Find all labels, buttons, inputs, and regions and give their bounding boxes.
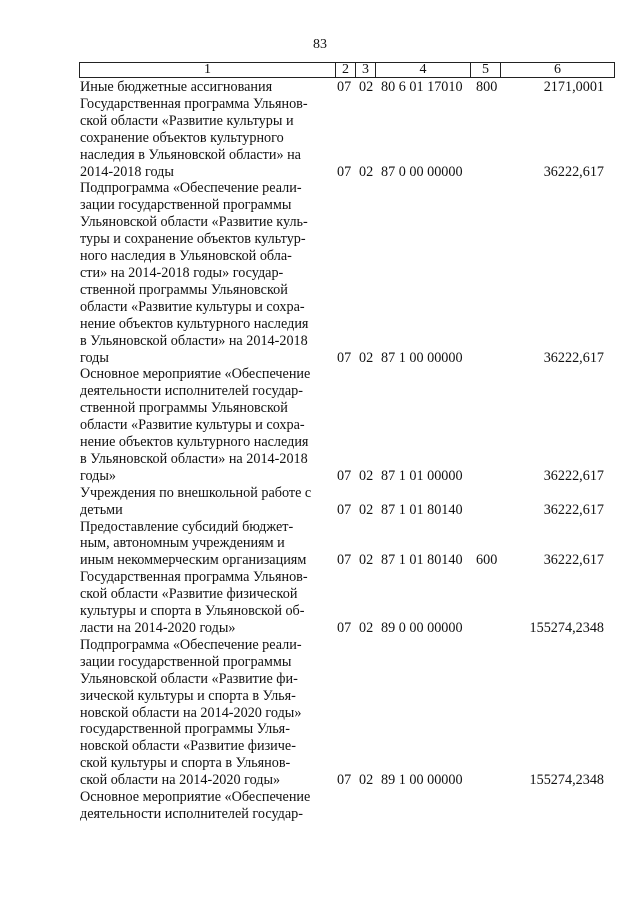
row-name-line: годы — [80, 349, 109, 366]
row-name-line: новской области «Развитие физиче- — [80, 738, 296, 755]
budget-row — [0, 485, 640, 519]
row-name-line: новской области на 2014-2020 годы» — [80, 704, 302, 721]
target-article-code: 80 6 01 17010 — [381, 79, 463, 95]
row-name-line: зации государственной программы — [80, 197, 292, 214]
row-name-line: ласти на 2014-2020 годы» — [80, 620, 236, 636]
budget-row — [0, 789, 640, 823]
subsection-code: 02 — [359, 163, 374, 180]
target-article-code: 87 1 01 80140 — [381, 552, 463, 569]
row-name-line: государственной программы Улья- — [80, 721, 290, 738]
row-name-line: ного наследия в Ульяновской обла- — [80, 248, 292, 265]
column-number-4: 4 — [376, 63, 471, 78]
row-name-line: зации государственной программы — [80, 653, 292, 670]
row-name-line: Предоставление субсидий бюджет- — [80, 518, 294, 535]
subsection-code: 02 — [359, 501, 374, 518]
row-name-line: Подпрограмма «Обеспечение реали- — [80, 180, 302, 197]
row-name-line: наследия в Ульяновской области» на — [80, 146, 301, 163]
amount-value: 36222,617 — [543, 501, 604, 518]
row-name-line: ской области на 2014-2020 годы» — [80, 772, 281, 789]
column-number-3: 3 — [356, 63, 376, 78]
row-name-line: деятельности исполнителей государ- — [80, 383, 303, 400]
row-name-line: ской области «Развитие физической — [80, 586, 298, 603]
column-number-row — [80, 63, 615, 78]
column-header-table — [79, 62, 615, 78]
target-article-code: 87 1 01 80140 — [381, 501, 463, 518]
budget-row — [0, 96, 640, 181]
row-name-line: сохранение объектов культурного — [80, 129, 284, 146]
amount-value: 2171,0001 — [543, 79, 604, 95]
row-name-line: детьми — [80, 501, 123, 518]
row-name-line: сти» на 2014-2018 годы» государ- — [80, 264, 284, 281]
row-name-line: ской культуры и спорта в Ульянов- — [80, 755, 291, 772]
expense-type-code: 800 — [476, 79, 498, 95]
column-number-5: 5 — [471, 63, 501, 78]
row-name-line: Основное мероприятие «Обеспечение — [80, 789, 311, 806]
row-name-line: ской области «Развитие культуры и — [80, 112, 294, 129]
budget-row — [0, 519, 640, 570]
row-name-line: Государственная программа Ульянов- — [80, 569, 308, 586]
amount-value: 36222,617 — [543, 467, 604, 484]
row-name-line: Основное мероприятие «Обеспечение — [80, 366, 311, 383]
section-code: 07 — [337, 79, 352, 95]
row-name-line: Учреждения по внешкольной работе с — [80, 484, 312, 501]
row-name-line: зической культуры и спорта в Улья- — [80, 687, 296, 704]
subsection-code: 02 — [359, 79, 374, 95]
target-article-code: 89 0 00 00000 — [381, 620, 463, 636]
amount-value: 36222,617 — [543, 163, 604, 180]
row-name-line: Подпрограмма «Обеспечение реали- — [80, 636, 302, 653]
row-name-line: в Ульяновской области» на 2014-2018 — [80, 332, 308, 349]
subsection-code: 02 — [359, 552, 374, 569]
budget-row — [0, 79, 640, 96]
row-name — [80, 366, 332, 484]
section-code: 07 — [337, 772, 352, 789]
row-name-line: области «Развитие культуры и сохра- — [80, 417, 305, 434]
row-name — [80, 789, 332, 823]
row-name — [80, 79, 332, 96]
row-name-line: ным, автономным учреждениям и — [80, 535, 285, 552]
row-name — [80, 569, 332, 637]
row-name-line: нение объектов культурного наследия — [80, 434, 309, 451]
row-name — [80, 519, 332, 570]
subsection-code: 02 — [359, 772, 374, 789]
row-name-line: Государственная программа Ульянов- — [80, 95, 308, 112]
subsection-code: 02 — [359, 349, 374, 366]
section-code: 07 — [337, 552, 352, 569]
row-name-line: ственной программы Ульяновской — [80, 281, 288, 298]
row-name-line: Иные бюджетные ассигнования — [80, 79, 273, 95]
target-article-code: 87 1 00 00000 — [381, 349, 463, 366]
column-number-1: 1 — [80, 63, 336, 78]
row-name-line: ственной программы Ульяновской — [80, 400, 288, 417]
target-article-code: 87 0 00 00000 — [381, 163, 463, 180]
budget-row — [0, 569, 640, 637]
row-name-line: в Ульяновской области» на 2014-2018 — [80, 450, 308, 467]
section-code: 07 — [337, 620, 352, 636]
row-name-line: Ульяновской области «Развитие фи- — [80, 670, 298, 687]
row-name-line: туры и сохранение объектов культур- — [80, 231, 306, 248]
row-name — [80, 180, 332, 366]
row-name-line: культуры и спорта в Ульяновской об- — [80, 603, 305, 620]
section-code: 07 — [337, 467, 352, 484]
amount-value: 155274,2348 — [529, 772, 604, 789]
row-name-line: годы» — [80, 467, 116, 484]
row-name-line: иным некоммерческим организациям — [80, 552, 307, 569]
budget-rows — [0, 79, 640, 823]
row-name — [80, 485, 332, 519]
budget-row — [0, 180, 640, 366]
budget-row — [0, 366, 640, 484]
amount-value: 155274,2348 — [529, 620, 604, 636]
page-number: 83 — [313, 37, 327, 52]
column-number-6: 6 — [501, 63, 615, 78]
column-number-2: 2 — [336, 63, 356, 78]
budget-row — [0, 637, 640, 789]
section-code: 07 — [337, 501, 352, 518]
subsection-code: 02 — [359, 620, 374, 636]
row-name-line: деятельности исполнителей государ- — [80, 805, 303, 822]
amount-value: 36222,617 — [543, 349, 604, 366]
row-name-line: нение объектов культурного наследия — [80, 315, 309, 332]
section-code: 07 — [337, 163, 352, 180]
amount-value: 36222,617 — [543, 552, 604, 569]
row-name-line: Ульяновской области «Развитие куль- — [80, 214, 308, 231]
section-code: 07 — [337, 349, 352, 366]
row-name-line: области «Развитие культуры и сохра- — [80, 298, 305, 315]
row-name — [80, 637, 332, 789]
expense-type-code: 600 — [476, 552, 498, 569]
subsection-code: 02 — [359, 467, 374, 484]
row-name — [80, 96, 332, 181]
target-article-code: 87 1 01 00000 — [381, 467, 463, 484]
row-name-line: 2014-2018 годы — [80, 163, 174, 180]
target-article-code: 89 1 00 00000 — [381, 772, 463, 789]
